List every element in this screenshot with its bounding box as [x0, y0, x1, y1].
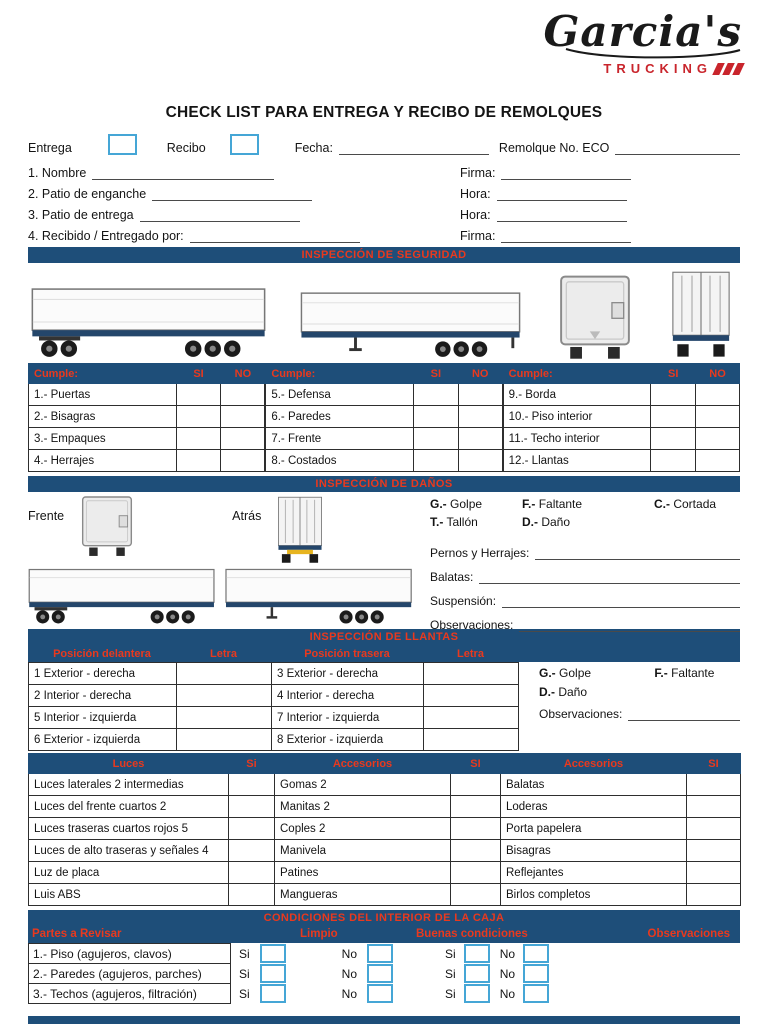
si-cell[interactable]	[413, 384, 458, 406]
letra-cell[interactable]	[424, 685, 519, 707]
legend-dano: D.- Daño	[522, 515, 571, 529]
si-cell[interactable]	[451, 818, 501, 840]
trailer-semi-icon	[224, 567, 414, 626]
luces-item-label: Luces del frente cuartos 2	[29, 796, 229, 818]
trailer-rear-icon	[275, 495, 325, 565]
luces-item-label: Luis ABS	[29, 884, 229, 906]
si-cell[interactable]	[176, 450, 221, 472]
si-header: SI	[176, 364, 221, 384]
limpio-header: Limpio	[300, 928, 338, 940]
si-cell[interactable]	[176, 384, 221, 406]
hora-label: Hora:	[460, 187, 491, 201]
check-item-label: 7.- Frente	[266, 428, 414, 450]
danos-section	[28, 495, 740, 632]
observaciones-input-line[interactable]	[519, 618, 740, 632]
no-label: No	[341, 966, 358, 981]
tire-position-label: 1 Exterior - derecha	[29, 663, 177, 685]
seguridad-tables	[28, 363, 740, 472]
legend-dano: D.- Daño	[539, 685, 588, 699]
letra-cell[interactable]	[177, 707, 272, 729]
si-cell[interactable]	[687, 796, 741, 818]
interior-item-label: 2.- Paredes (agujeros, parches)	[28, 963, 231, 984]
check-item-label: 10.- Piso interior	[503, 406, 651, 428]
condiciones-no-checkbox[interactable]	[523, 984, 549, 1003]
no-label: No	[499, 946, 516, 961]
si-cell[interactable]	[687, 818, 741, 840]
si-label: Si	[445, 946, 456, 961]
si-cell[interactable]	[229, 774, 275, 796]
accesorio-item-label: Coples 2	[275, 818, 451, 840]
si-cell[interactable]	[451, 840, 501, 862]
legend-golpe: G.- Golpe	[539, 666, 592, 680]
hora-input-line[interactable]	[497, 187, 627, 201]
si-cell[interactable]	[229, 818, 275, 840]
no-cell[interactable]	[221, 428, 265, 450]
accesorio-item-label: Manivela	[275, 840, 451, 862]
brand-name: Garcia's	[543, 7, 742, 56]
luces-item-label: Luces de alto traseras y señales 4	[29, 840, 229, 862]
si-cell[interactable]	[651, 384, 696, 406]
no-label: No	[499, 986, 516, 1001]
si-label: Si	[239, 946, 250, 961]
no-label: No	[499, 966, 516, 981]
llantas-table	[28, 662, 519, 751]
brand-logo	[543, 7, 742, 76]
letra-header: Letra	[457, 647, 484, 660]
interior-row	[28, 963, 740, 984]
limpio-no-checkbox[interactable]	[367, 944, 393, 963]
seguridad-table-1	[28, 363, 265, 472]
hora-input-line[interactable]	[497, 208, 627, 222]
seguridad-banner	[28, 247, 740, 263]
firma-label: Firma:	[460, 166, 496, 180]
si-cell[interactable]	[687, 840, 741, 862]
si-cell[interactable]	[687, 774, 741, 796]
cumple-header: Cumple:	[29, 364, 177, 384]
si-header: SI	[651, 364, 696, 384]
si-cell[interactable]	[451, 862, 501, 884]
llantas-legend-row-2	[539, 685, 740, 699]
si-cell[interactable]	[651, 406, 696, 428]
danos-banner	[28, 476, 740, 492]
si-label: Si	[445, 986, 456, 1001]
letra-cell[interactable]	[177, 685, 272, 707]
interior-row	[28, 983, 740, 1004]
trailer-side-icon	[30, 286, 268, 360]
tire-position-label: 8 Exterior - izquierda	[272, 729, 424, 751]
balatas-label: Balatas:	[430, 570, 474, 584]
recibo-checkbox[interactable]	[230, 134, 259, 155]
letra-cell[interactable]	[177, 729, 272, 751]
danos-legend-row-2	[430, 515, 740, 529]
atras-label: Atrás	[232, 509, 262, 523]
tire-position-label: 3 Exterior - derecha	[272, 663, 424, 685]
hora-label: Hora:	[460, 208, 491, 222]
check-item-label: 8.- Costados	[266, 450, 414, 472]
accesorio-item-label: Balatas	[501, 774, 687, 796]
check-item-label: 2.- Bisagras	[29, 406, 177, 428]
no-cell[interactable]	[696, 428, 740, 450]
observaciones-label: Observaciones:	[539, 707, 623, 721]
pernos-herrajes-label: Pernos y Herrajes:	[430, 546, 530, 560]
luces-item-label: Luz de placa	[29, 862, 229, 884]
patio-enganche-input-line[interactable]	[152, 187, 312, 201]
interior-banner	[28, 910, 740, 926]
llantas-legend	[519, 662, 740, 751]
no-header: NO	[696, 364, 740, 384]
si-cell[interactable]	[176, 428, 221, 450]
no-cell[interactable]	[458, 428, 502, 450]
check-item-label: 12.- Llantas	[503, 450, 651, 472]
limpio-si-checkbox[interactable]	[260, 944, 286, 963]
tire-position-label: 2 Interior - derecha	[29, 685, 177, 707]
no-cell[interactable]	[458, 384, 502, 406]
si-cell[interactable]	[229, 796, 275, 818]
no-cell[interactable]	[221, 450, 265, 472]
danos-illustrations	[28, 495, 430, 629]
header-form	[28, 136, 740, 243]
no-header: NO	[458, 364, 502, 384]
patio-entrega-label: 3. Patio de entrega	[28, 208, 134, 222]
check-item-label: 5.- Defensa	[266, 384, 414, 406]
no-cell[interactable]	[696, 384, 740, 406]
nombre-label: 1. Nombre	[28, 166, 87, 180]
si-label: Si	[239, 966, 250, 981]
suspension-label: Suspensión:	[430, 594, 497, 608]
letra-cell[interactable]	[424, 707, 519, 729]
fecha-label: Fecha:	[294, 141, 333, 155]
condiciones-si-checkbox[interactable]	[464, 964, 490, 983]
condiciones-no-checkbox[interactable]	[523, 944, 549, 963]
llantas-legend-row-1	[539, 666, 740, 680]
accesorios-header: Accesorios	[275, 754, 451, 774]
si-cell[interactable]	[229, 884, 275, 906]
accesorio-item-label: Birlos completos	[501, 884, 687, 906]
fecha-input-line[interactable]	[339, 141, 489, 155]
check-item-label: 1.- Puertas	[29, 384, 177, 406]
seguridad-table-2	[265, 363, 502, 472]
condiciones-si-checkbox[interactable]	[464, 984, 490, 1003]
si-cell[interactable]	[451, 774, 501, 796]
recibido-entregado-label: 4. Recibido / Entregado por:	[28, 229, 184, 243]
accesorio-item-label: Porta papelera	[501, 818, 687, 840]
si-cell[interactable]	[229, 840, 275, 862]
trailer-front-icon	[78, 495, 136, 557]
limpio-no-checkbox[interactable]	[367, 984, 393, 1003]
cumple-header: Cumple:	[503, 364, 651, 384]
footer-bar	[28, 1016, 740, 1024]
si-header: SI	[413, 364, 458, 384]
letra-cell[interactable]	[177, 663, 272, 685]
limpio-no-checkbox[interactable]	[367, 964, 393, 983]
buenas-condiciones-header: Buenas condiciones	[416, 928, 528, 940]
accesorio-item-label: Loderas	[501, 796, 687, 818]
si-label: Si	[445, 966, 456, 981]
no-label: No	[341, 986, 358, 1001]
interior-table-header	[28, 926, 740, 943]
interior-item-label: 1.- Piso (agujeros, clavos)	[28, 943, 231, 964]
legend-tallon: T.- Tallón	[430, 515, 478, 529]
patio-enganche-label: 2. Patio de enganche	[28, 187, 147, 201]
seguridad-banner-title: INSPECCIÓN DE SEGURIDAD	[301, 249, 467, 261]
si-cell[interactable]	[229, 862, 275, 884]
si-cell[interactable]	[413, 406, 458, 428]
remolque-label: Remolque No. ECO	[498, 141, 610, 155]
limpio-si-checkbox[interactable]	[260, 984, 286, 1003]
check-item-label: 9.- Borda	[503, 384, 651, 406]
si-header: SI	[451, 754, 501, 774]
trailer-front-icon	[554, 274, 636, 360]
balatas-input-line[interactable]	[479, 570, 740, 584]
luces-header: Luces	[29, 754, 229, 774]
entrega-checkbox[interactable]	[108, 134, 137, 155]
legend-golpe: G.- Golpe	[430, 497, 483, 511]
danos-legend-row-1	[430, 497, 740, 511]
letra-header: Letra	[210, 647, 237, 660]
si-cell[interactable]	[651, 450, 696, 472]
posicion-trasera-header: Posición trasera	[304, 647, 390, 660]
pernos-herrajes-input-line[interactable]	[535, 546, 740, 560]
si-header: SI	[687, 754, 741, 774]
patio-entrega-input-line[interactable]	[140, 208, 300, 222]
brand-trucking-label: TRUCKING	[603, 61, 712, 76]
accesorio-item-label: Bisagras	[501, 840, 687, 862]
limpio-si-checkbox[interactable]	[260, 964, 286, 983]
partes-header: Partes a Revisar	[32, 928, 122, 940]
no-cell[interactable]	[458, 406, 502, 428]
llantas-banner-title: INSPECCIÓN DE LLANTAS	[309, 631, 459, 643]
luces-item-label: Luces traseras cuartos rojos 5	[29, 818, 229, 840]
no-cell[interactable]	[221, 384, 265, 406]
entrega-label: Entrega	[28, 141, 72, 155]
luces-accesorios-table	[28, 753, 741, 906]
tire-position-label: 5 Interior - izquierda	[29, 707, 177, 729]
check-item-label: 4.- Herrajes	[29, 450, 177, 472]
llantas-table-header	[28, 645, 740, 662]
si-cell[interactable]	[451, 884, 501, 906]
danos-fields	[430, 495, 740, 632]
accesorio-item-label: Patines	[275, 862, 451, 884]
check-item-label: 11.- Techo interior	[503, 428, 651, 450]
legend-faltante: F.- Faltante	[522, 497, 583, 511]
check-item-label: 6.- Paredes	[266, 406, 414, 428]
si-label: Si	[239, 986, 250, 1001]
suspension-input-line[interactable]	[502, 594, 740, 608]
no-cell[interactable]	[458, 450, 502, 472]
tire-position-label: 4 Interior - derecha	[272, 685, 424, 707]
legend-cortada: C.- Cortada	[654, 497, 717, 511]
frente-label: Frente	[28, 509, 65, 523]
si-cell[interactable]	[651, 428, 696, 450]
danos-banner-title: INSPECCIÓN DE DAÑOS	[315, 478, 453, 490]
cumple-header: Cumple:	[266, 364, 414, 384]
firma-label: Firma:	[460, 229, 496, 243]
condiciones-si-checkbox[interactable]	[464, 944, 490, 963]
si-header: Si	[229, 754, 275, 774]
si-cell[interactable]	[413, 450, 458, 472]
si-cell[interactable]	[687, 862, 741, 884]
si-cell[interactable]	[413, 428, 458, 450]
firma-input-line[interactable]	[501, 166, 631, 180]
no-label: No	[341, 946, 358, 961]
tire-position-label: 7 Interior - izquierda	[272, 707, 424, 729]
form-title: CHECK LIST PARA ENTREGA Y RECIBO DE REMOLQUES	[165, 104, 603, 121]
si-cell[interactable]	[176, 406, 221, 428]
trailer-rear-icon	[668, 270, 734, 360]
trailer-semi-icon	[300, 290, 522, 360]
accesorios-header: Accesorios	[501, 754, 687, 774]
legend-faltante: F.- Faltante	[654, 666, 715, 680]
luces-item-label: Luces laterales 2 intermedias	[29, 774, 229, 796]
no-cell[interactable]	[696, 450, 740, 472]
posicion-delantera-header: Posición delantera	[53, 647, 151, 660]
letra-cell[interactable]	[424, 663, 519, 685]
interior-item-label: 3.- Techos (agujeros, filtración)	[28, 983, 231, 1004]
condiciones-no-checkbox[interactable]	[523, 964, 549, 983]
observaciones-input-line[interactable]	[628, 707, 740, 721]
trailer-illustrations	[28, 263, 740, 363]
interior-row	[28, 943, 740, 964]
observaciones-header: Observaciones	[647, 928, 730, 940]
seguridad-table-3	[503, 363, 740, 472]
llantas-section	[28, 662, 740, 751]
interior-banner-title: CONDICIONES DEL INTERIOR DE LA CAJA	[263, 912, 505, 924]
si-cell[interactable]	[687, 884, 741, 906]
tire-position-label: 6 Exterior - izquierda	[29, 729, 177, 751]
recibo-label: Recibo	[166, 141, 206, 155]
no-cell[interactable]	[221, 406, 265, 428]
si-cell[interactable]	[451, 796, 501, 818]
no-header: NO	[221, 364, 265, 384]
no-cell[interactable]	[696, 406, 740, 428]
trailer-side-icon	[28, 567, 216, 626]
firma-input-line[interactable]	[501, 229, 631, 243]
letra-cell[interactable]	[424, 729, 519, 751]
remolque-input-line[interactable]	[615, 141, 740, 155]
brand-subtitle	[544, 61, 742, 76]
recibido-input-line[interactable]	[190, 229, 360, 243]
check-item-label: 3.- Empaques	[29, 428, 177, 450]
nombre-input-line[interactable]	[92, 166, 274, 180]
accesorio-item-label: Manitas 2	[275, 796, 451, 818]
accesorio-item-label: Gomas 2	[275, 774, 451, 796]
accesorio-item-label: Reflejantes	[501, 862, 687, 884]
observaciones-label: Observaciones:	[430, 618, 514, 632]
accesorio-item-label: Mangueras	[275, 884, 451, 906]
